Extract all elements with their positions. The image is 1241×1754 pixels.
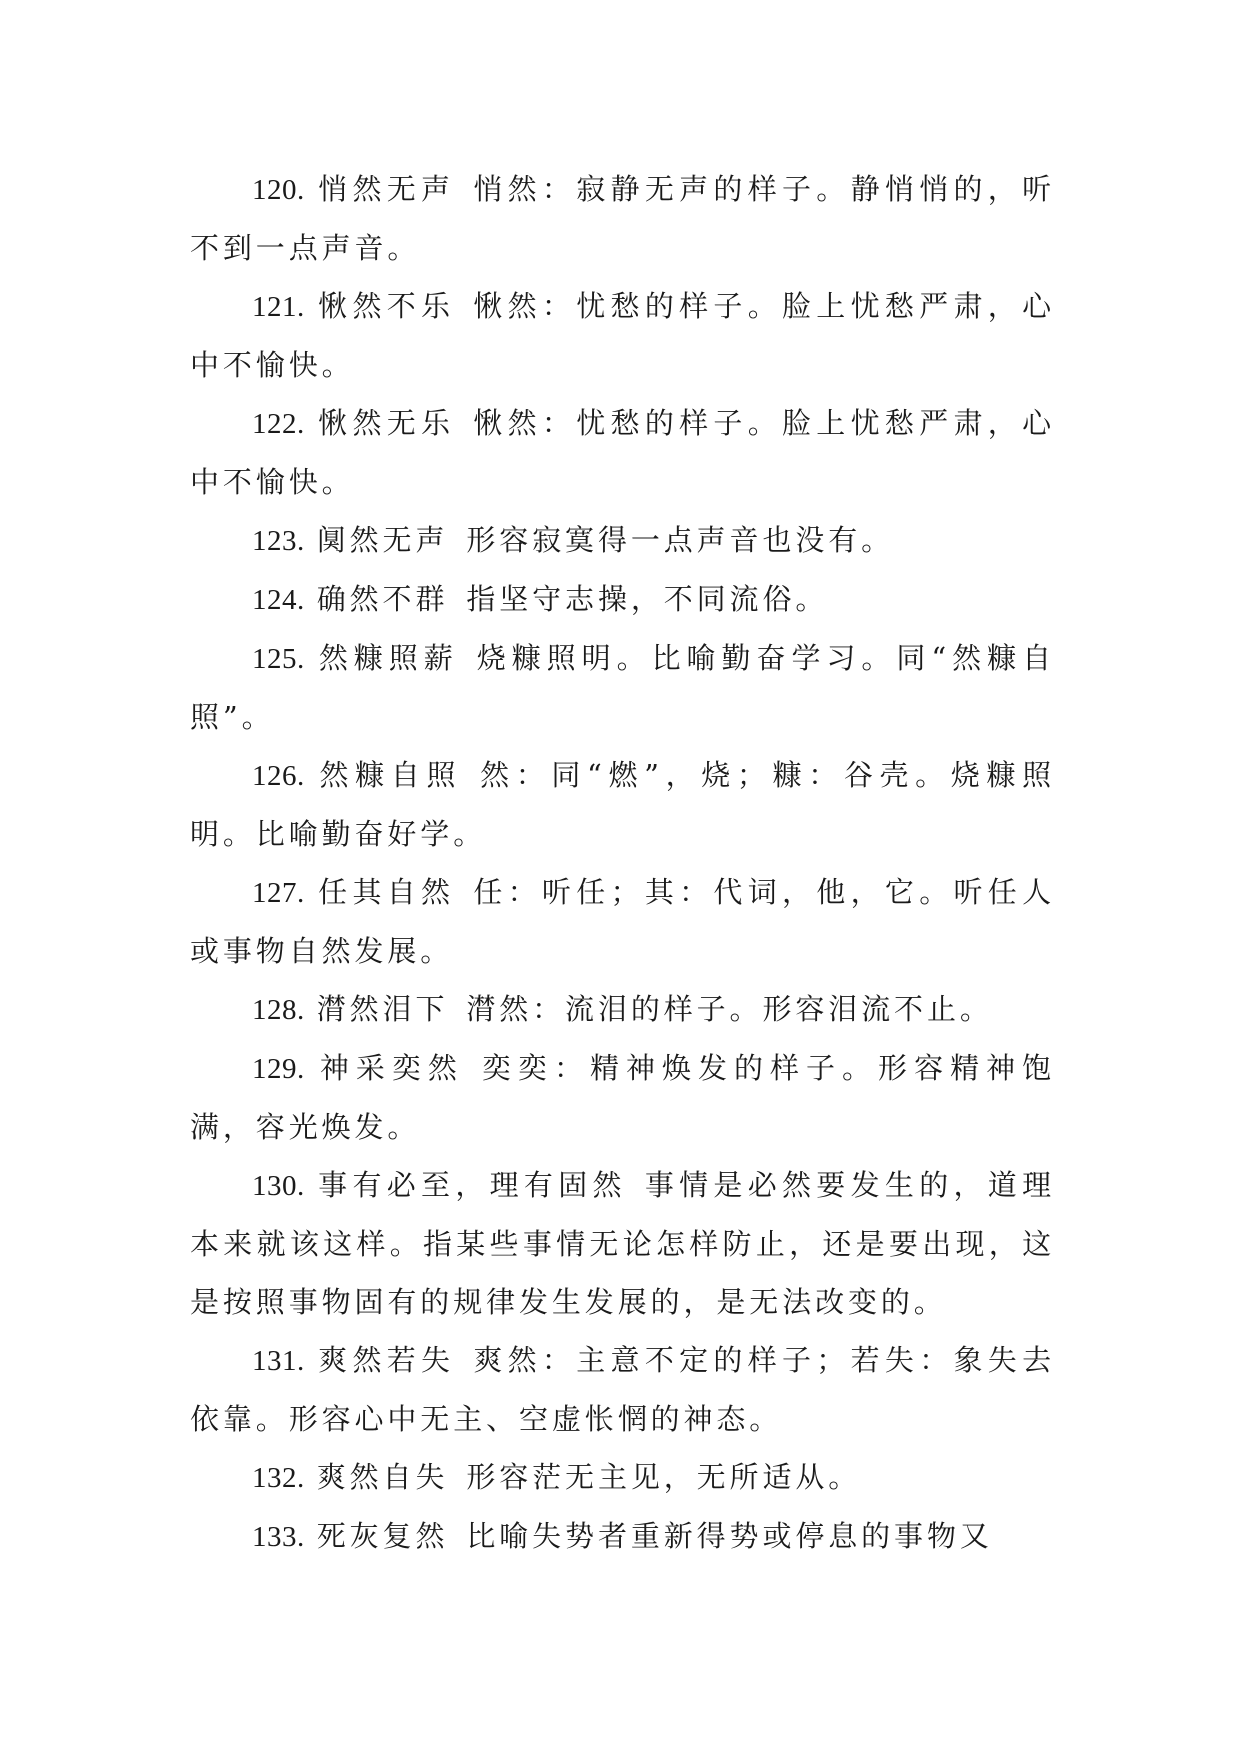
entry-number: 124. [252, 584, 305, 616]
entry-number: 131. [252, 1345, 305, 1377]
idiom-definition: 愀然：忧愁的样子。脸上忧愁严肃，心中不愉快。 [190, 289, 1055, 382]
entry-number: 128. [252, 994, 305, 1026]
entry-number: 122. [252, 408, 305, 440]
entry-number: 129. [252, 1053, 305, 1085]
idiom-entry-120 [190, 160, 1055, 277]
idiom-term: 阒然无声 [316, 523, 449, 557]
idiom-entry-128 [190, 980, 1055, 1039]
entry-number: 132. [252, 1462, 305, 1494]
idiom-definition: 比喻失势者重新得势或停息的事物又 [466, 1519, 993, 1553]
idiom-definition: 悄然：寂静无声的样子。静悄悄的，听不到一点声音。 [190, 172, 1055, 265]
idiom-definition: 形容茫无主见，无所适从。 [466, 1460, 862, 1494]
entry-number: 120. [252, 174, 305, 206]
entry-number: 133. [252, 1521, 305, 1553]
idiom-term: 神采奕然 [316, 1051, 464, 1085]
entry-number: 127. [252, 877, 305, 909]
idiom-entry-122 [190, 394, 1055, 511]
idiom-entry-124 [190, 570, 1055, 629]
entry-number: 121. [252, 291, 305, 323]
idiom-entry-133 [190, 1507, 1055, 1566]
idiom-definition: 烧糠照明。比喻勤奋学习。同“然糠自照”。 [190, 641, 1055, 734]
idiom-definition: 指坚守志操，不同流俗。 [466, 582, 829, 616]
entry-number: 123. [252, 525, 305, 557]
idiom-term: 悄然无声 [316, 172, 456, 206]
idiom-entry-121 [190, 277, 1055, 394]
idiom-entry-132 [190, 1448, 1055, 1507]
idiom-definition: 奕奕：精神焕发的样子。形容精神饱满，容光焕发。 [190, 1051, 1055, 1144]
idiom-entry-130 [190, 1156, 1055, 1331]
idiom-entry-129 [190, 1039, 1055, 1156]
idiom-definition: 事情是必然要发生的，道理本来就该这样。指某些事情无论怎样防止，还是要出现，这是按照事物固有的规律发生发展的，是无法改变的。 [190, 1168, 1055, 1319]
idiom-definition: 爽然：主意不定的样子；若失：象失去依靠。形容心中无主、空虚怅惘的神态。 [190, 1343, 1055, 1436]
idiom-term: 然糠自照 [316, 758, 463, 792]
entry-number: 126. [252, 760, 305, 792]
idiom-entry-131 [190, 1331, 1055, 1448]
idiom-list [190, 160, 1055, 1566]
idiom-entry-126 [190, 746, 1055, 863]
idiom-term: 死灰复然 [316, 1519, 449, 1553]
idiom-term: 任其自然 [316, 875, 456, 909]
entry-number: 130. [252, 1170, 305, 1202]
idiom-term: 愀然无乐 [316, 406, 456, 440]
idiom-term: 然糠照薪 [316, 641, 459, 675]
idiom-term: 愀然不乐 [316, 289, 456, 323]
idiom-definition: 形容寂寞得一点声音也没有。 [466, 523, 895, 557]
idiom-term: 爽然自失 [316, 1460, 449, 1494]
idiom-entry-123 [190, 511, 1055, 570]
idiom-term: 潸然泪下 [316, 992, 449, 1026]
idiom-definition: 然：同“燃”，烧；糠：谷壳。烧糠照明。比喻勤奋好学。 [190, 758, 1055, 851]
idiom-definition: 潸然：流泪的样子。形容泪流不止。 [466, 992, 993, 1026]
idiom-definition: 任：听任；其：代词，他，它。听任人或事物自然发展。 [190, 875, 1055, 968]
entry-number: 125. [252, 643, 305, 675]
idiom-entry-127 [190, 863, 1055, 980]
idiom-definition: 愀然：忧愁的样子。脸上忧愁严肃，心中不愉快。 [190, 406, 1055, 499]
idiom-entry-125 [190, 629, 1055, 746]
idiom-term: 爽然若失 [316, 1343, 456, 1377]
idiom-term: 确然不群 [316, 582, 449, 616]
idiom-term: 事有必至，理有固然 [316, 1168, 627, 1202]
